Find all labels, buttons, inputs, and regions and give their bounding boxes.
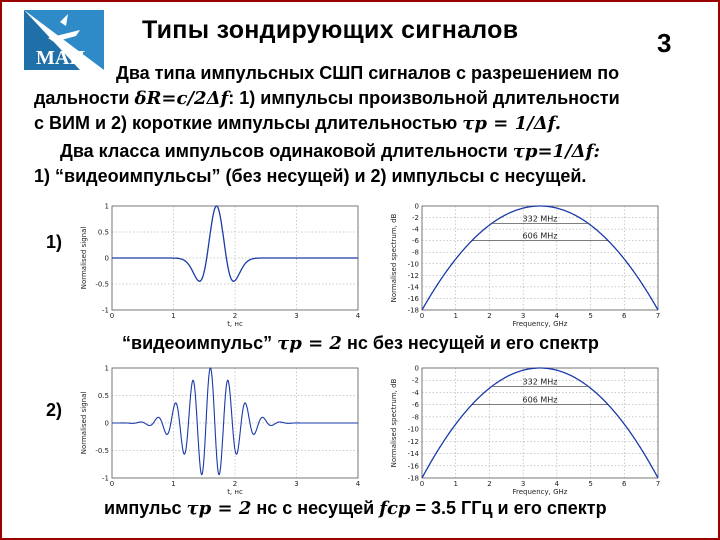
y-tick-label: -10 bbox=[407, 425, 419, 434]
y-tick-label: -6 bbox=[412, 237, 419, 246]
x-tick-label: 3 bbox=[520, 480, 526, 488]
paragraph-line bbox=[34, 86, 620, 111]
carrier-pulse-signal-plot bbox=[78, 362, 368, 498]
y-tick-label: -1 bbox=[102, 474, 109, 483]
y-tick-label: -0.5 bbox=[95, 447, 109, 455]
y-tick-label: 1 bbox=[104, 364, 109, 373]
text-run: “видеоимпульс” bbox=[122, 333, 278, 353]
x-axis-label: Frequency, GHz bbox=[512, 488, 568, 496]
video-pulse-spectrum-plot bbox=[388, 200, 668, 330]
text-run: с ВИМ и 2) короткие импульсы длительностью bbox=[34, 113, 463, 133]
x-tick-label: 3 bbox=[520, 312, 526, 320]
x-tick-label: 4 bbox=[355, 480, 361, 488]
x-tick-label: 4 bbox=[355, 312, 361, 320]
text-run: нс без несущей и его спектр bbox=[341, 333, 599, 353]
y-tick-label: -18 bbox=[407, 306, 419, 315]
formula-pulse-width: τp = 1/Δf. bbox=[462, 113, 562, 134]
slide-number: 3 bbox=[657, 28, 672, 58]
x-tick-label: 5 bbox=[588, 312, 593, 320]
caption-carrier-pulse bbox=[104, 498, 607, 519]
y-axis-label: Normalised spectrum, dB bbox=[390, 378, 398, 468]
y-tick-label: -10 bbox=[407, 260, 419, 269]
y-tick-label: -12 bbox=[407, 437, 419, 446]
x-tick-label: 7 bbox=[655, 312, 661, 320]
text-run: дальности bbox=[34, 88, 135, 108]
x-tick-label: 2 bbox=[232, 480, 238, 488]
formula-pulse-width: τp=1/Δf: bbox=[512, 141, 600, 162]
formula-pulse-width: τp = 2 bbox=[186, 498, 252, 519]
paragraph-line: Два типа импульсных СШП сигналов с разрешением по bbox=[116, 63, 620, 83]
x-tick-label: 0 bbox=[419, 480, 425, 488]
y-tick-label: -12 bbox=[407, 271, 419, 280]
paragraph-line: 1) “видеоимпульсы” (без несущей) и 2) импульсы с несущей. bbox=[34, 166, 587, 186]
x-tick-label: 2 bbox=[487, 480, 492, 488]
x-tick-label: 2 bbox=[487, 312, 492, 320]
bandwidth-annotation: 606 MHz bbox=[522, 231, 558, 241]
y-tick-label: 0 bbox=[414, 364, 419, 373]
x-tick-label: 6 bbox=[622, 312, 627, 320]
caption-video-pulse bbox=[122, 333, 599, 354]
formula-carrier: fcp bbox=[379, 498, 411, 519]
y-tick-label: -4 bbox=[412, 388, 419, 397]
x-tick-label: 0 bbox=[419, 312, 425, 320]
y-tick-label: -8 bbox=[412, 248, 419, 257]
bandwidth-annotation: 332 MHz bbox=[522, 214, 558, 224]
text-run: импульс bbox=[104, 498, 187, 518]
y-tick-label: 0.5 bbox=[97, 392, 109, 400]
y-axis-label: Normalised spectrum, dB bbox=[390, 213, 398, 303]
x-tick-label: 7 bbox=[655, 480, 661, 488]
x-tick-label: 3 bbox=[294, 480, 299, 488]
formula-resolution: δR=c/2Δf bbox=[134, 88, 229, 109]
x-tick-label: 3 bbox=[294, 312, 299, 320]
y-tick-label: 0 bbox=[104, 419, 109, 428]
y-tick-label: -2 bbox=[412, 214, 419, 223]
y-axis-label: Normalised signal bbox=[80, 391, 88, 455]
paragraph-line bbox=[34, 111, 620, 136]
text-run: = 3.5 ГГц и его спектр bbox=[410, 498, 607, 518]
x-axis-label: t, нс bbox=[227, 320, 243, 328]
bandwidth-annotation: 332 MHz bbox=[522, 377, 558, 387]
row-label-1: 1) bbox=[46, 232, 63, 252]
x-tick-label: 0 bbox=[109, 312, 115, 320]
y-tick-label: 0.5 bbox=[97, 228, 109, 237]
row-label-2: 2) bbox=[46, 400, 63, 420]
y-tick-label: -14 bbox=[407, 450, 419, 459]
y-tick-label: -1 bbox=[102, 306, 109, 315]
x-tick-label: 4 bbox=[554, 480, 560, 488]
x-tick-label: 1 bbox=[453, 480, 458, 488]
x-axis-label: Frequency, GHz bbox=[512, 320, 568, 328]
y-tick-label: -8 bbox=[412, 413, 419, 422]
y-tick-label: -14 bbox=[407, 283, 419, 292]
x-tick-label: 6 bbox=[622, 480, 627, 488]
y-tick-label: -16 bbox=[407, 294, 419, 303]
logo-text: МАИ bbox=[36, 47, 85, 69]
bandwidth-annotation: 606 MHz bbox=[522, 395, 558, 405]
y-tick-label: -6 bbox=[412, 401, 419, 410]
y-tick-label: 0 bbox=[414, 202, 419, 211]
x-tick-label: 1 bbox=[453, 312, 458, 320]
text-run: : 1) импульсы произвольной длительности bbox=[228, 88, 620, 108]
paragraph-ranges bbox=[34, 61, 620, 136]
carrier-pulse-spectrum-plot bbox=[388, 362, 668, 498]
slide-title: Типы зондирующих сигналов bbox=[142, 16, 519, 44]
formula-pulse-width: τp = 2 bbox=[277, 333, 342, 354]
y-tick-label: -0.5 bbox=[95, 280, 109, 289]
video-pulse-signal-plot bbox=[78, 200, 368, 330]
x-tick-label: 1 bbox=[171, 312, 176, 320]
x-tick-label: 0 bbox=[109, 480, 115, 488]
x-tick-label: 5 bbox=[588, 480, 593, 488]
y-tick-label: -16 bbox=[407, 462, 419, 471]
x-axis-label: t, нс bbox=[227, 488, 243, 496]
y-tick-label: -18 bbox=[407, 474, 419, 483]
x-tick-label: 4 bbox=[554, 312, 560, 320]
paragraph-classes bbox=[34, 139, 600, 189]
text-run: Два класса импульсов одинаковой длительности bbox=[60, 141, 513, 161]
x-tick-label: 1 bbox=[171, 480, 176, 488]
text-run: нс с несущей bbox=[251, 498, 380, 518]
y-tick-label: -2 bbox=[412, 376, 419, 385]
y-tick-label: -4 bbox=[412, 225, 419, 234]
y-axis-label: Normalised signal bbox=[80, 226, 88, 290]
paragraph-line bbox=[34, 139, 600, 164]
y-tick-label: 0 bbox=[104, 254, 109, 263]
y-tick-label: 1 bbox=[104, 202, 109, 211]
x-tick-label: 2 bbox=[232, 312, 238, 320]
